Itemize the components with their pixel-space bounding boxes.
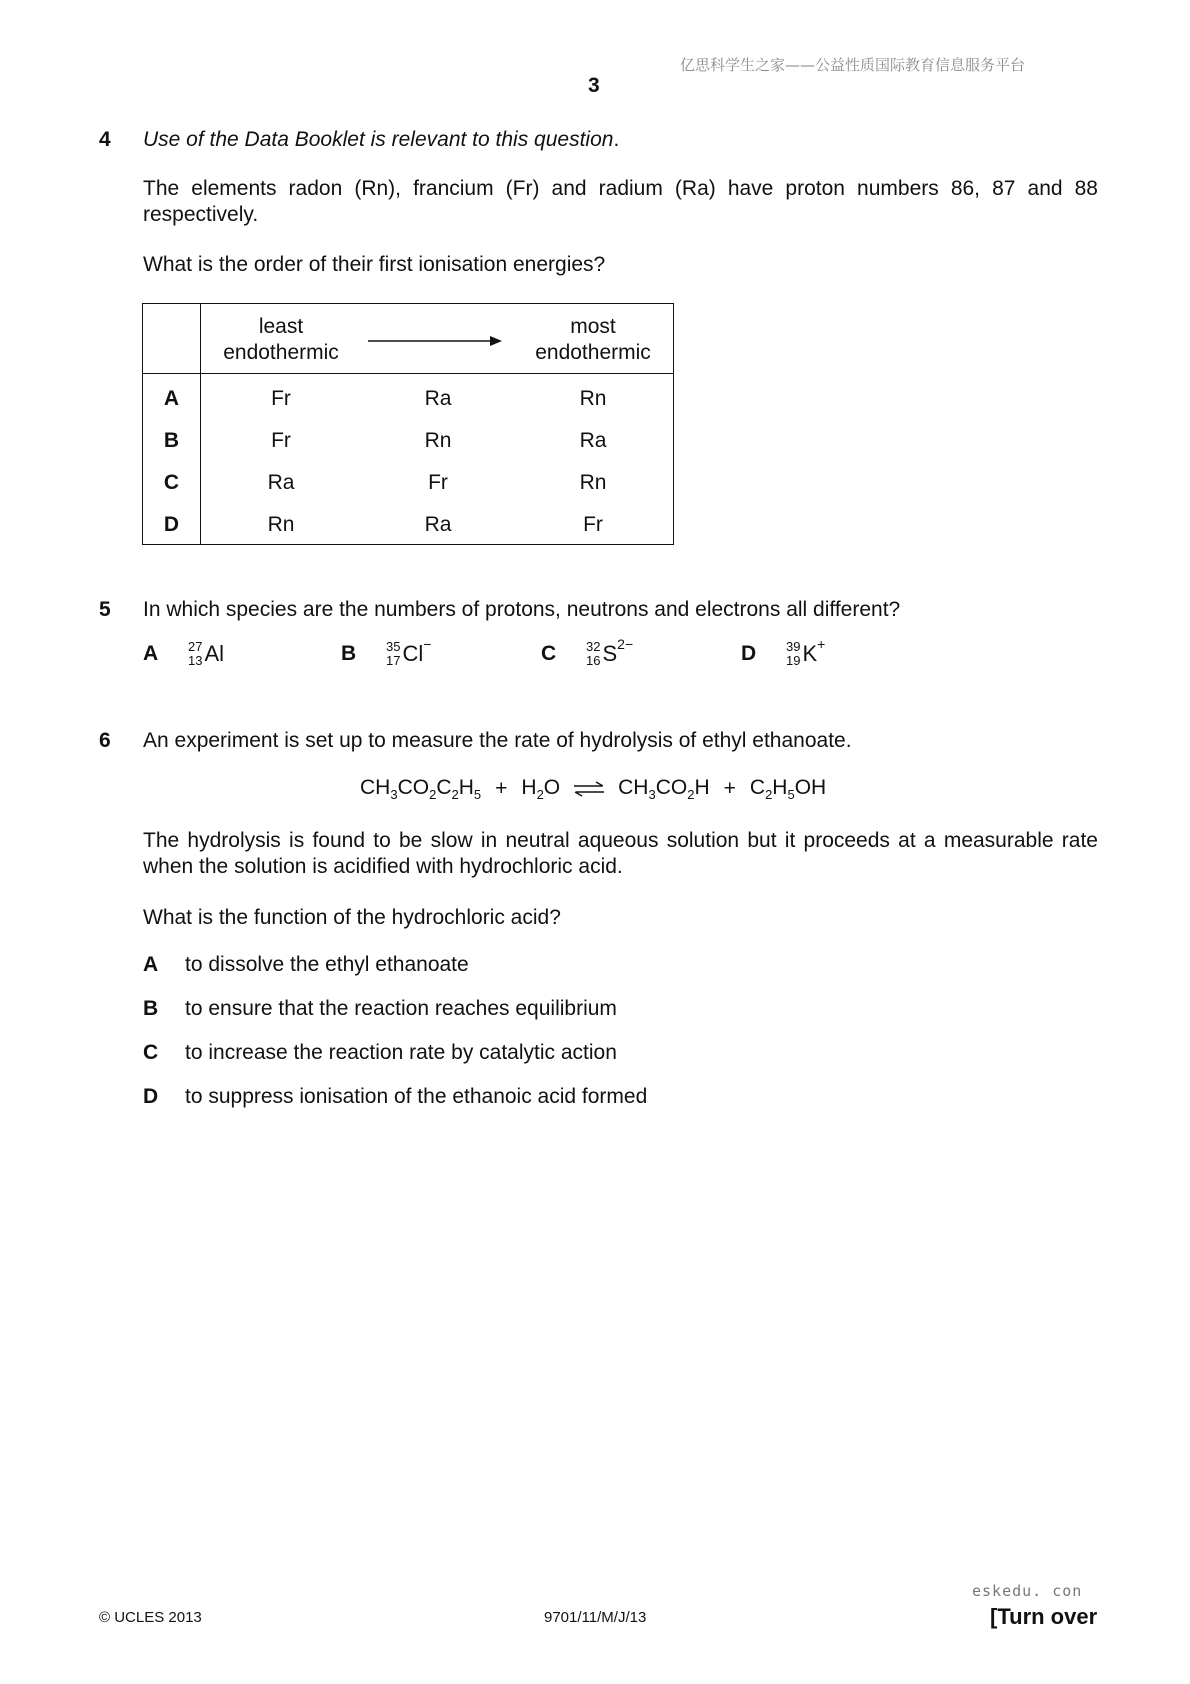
question-6-prompt: An experiment is set up to measure the rate of hydrolysis of ethyl ethanoate. bbox=[143, 729, 852, 752]
question-5-options bbox=[143, 636, 863, 674]
least-endothermic-header bbox=[201, 314, 361, 366]
option-label: B bbox=[143, 997, 159, 1020]
option-a[interactable] bbox=[143, 640, 224, 668]
option-label: B bbox=[341, 642, 357, 665]
row-cell: Rn bbox=[424, 429, 452, 452]
question-4-prompt: What is the order of their first ionisation energies? bbox=[143, 253, 606, 276]
atomic-number: 17 bbox=[386, 653, 401, 668]
option-label: A bbox=[143, 642, 159, 665]
row-cell: Rn bbox=[579, 471, 607, 494]
copyright: © UCLES 2013 bbox=[99, 1609, 202, 1626]
option-d[interactable] bbox=[741, 636, 826, 668]
option-label: D bbox=[143, 1085, 159, 1108]
option-d[interactable] bbox=[143, 1085, 647, 1109]
row-cell: Rn bbox=[267, 513, 295, 536]
row-cell: Fr bbox=[271, 387, 291, 410]
option-b[interactable] bbox=[143, 997, 617, 1021]
option-label: D bbox=[741, 642, 757, 665]
atomic-number: 16 bbox=[586, 653, 601, 668]
intro-period: . bbox=[613, 128, 620, 151]
row-cell: Ra bbox=[424, 513, 452, 536]
mass-number: 35 bbox=[386, 639, 401, 654]
atomic-number: 13 bbox=[188, 653, 203, 668]
table-row bbox=[143, 471, 673, 499]
nuclide-potassium bbox=[786, 636, 826, 668]
page-number: 3 bbox=[588, 74, 600, 97]
element-symbol: S bbox=[602, 641, 618, 666]
most-endothermic-header bbox=[513, 314, 673, 366]
row-cell: Ra bbox=[424, 387, 452, 410]
table-row bbox=[143, 513, 673, 541]
mass-number: 27 bbox=[188, 639, 203, 654]
nuclide-chloride bbox=[386, 636, 432, 668]
question-5-number: 5 bbox=[99, 598, 111, 621]
row-cell: Fr bbox=[428, 471, 448, 494]
table-row bbox=[143, 429, 673, 457]
site-watermark: eskedu. con bbox=[972, 1582, 1083, 1600]
option-b[interactable] bbox=[341, 636, 432, 668]
question-4-text: The elements radon (Rn), francium (Fr) and radium (Ra) have proton numbers 86, 87 and 88 respectively. bbox=[143, 177, 1098, 226]
nuclide-numbers bbox=[188, 640, 202, 668]
plus-sign: + bbox=[723, 777, 736, 801]
element-symbol: K bbox=[802, 641, 818, 666]
option-label: C bbox=[541, 642, 557, 665]
hydrolysis-equation bbox=[360, 776, 826, 802]
nuclide-sulfide bbox=[586, 636, 634, 668]
element-symbol: Cl bbox=[402, 641, 424, 666]
question-6-text: The hydrolysis is found to be slow in neutral aqueous solution but it proceeds at a measurable rate when the solution is acidified with hydrochloric acid. bbox=[143, 829, 1098, 878]
table-header-divider bbox=[143, 373, 673, 374]
row-label: B bbox=[163, 429, 180, 452]
option-a[interactable] bbox=[143, 953, 469, 977]
water-formula: $H_2O$ bbox=[521, 776, 561, 803]
ion-charge: − bbox=[423, 636, 432, 652]
option-text: to dissolve the ethyl ethanoate bbox=[185, 953, 469, 976]
row-cell: Fr bbox=[271, 429, 291, 452]
row-cell: Ra bbox=[579, 429, 607, 452]
mass-number: 39 bbox=[786, 639, 801, 654]
question-4-number: 4 bbox=[99, 128, 111, 151]
ethanol-formula: $C_2H_5OH$ bbox=[749, 776, 827, 803]
watermark-text: 亿思科学生之家——公益性质国际教育信息服务平台 bbox=[680, 56, 1026, 74]
arrow-right-icon bbox=[368, 334, 503, 348]
question-6-number: 6 bbox=[99, 729, 111, 752]
row-label: A bbox=[163, 387, 180, 410]
row-label: C bbox=[163, 471, 180, 494]
plus-sign: + bbox=[495, 777, 508, 801]
nuclide-aluminium bbox=[188, 640, 224, 668]
ion-charge: + bbox=[817, 636, 826, 652]
equilibrium-arrow-icon bbox=[572, 781, 606, 797]
question-5-prompt: In which species are the numbers of protons, neutrons and electrons all different? bbox=[143, 598, 901, 621]
paper-code: 9701/11/M/J/13 bbox=[544, 1609, 647, 1626]
row-cell: Fr bbox=[583, 513, 603, 536]
row-cell: Ra bbox=[267, 471, 295, 494]
ion-charge: 2− bbox=[617, 636, 634, 652]
question-6-prompt-2: What is the function of the hydrochloric acid? bbox=[143, 906, 561, 929]
row-label: D bbox=[163, 513, 180, 536]
mass-number: 32 bbox=[586, 639, 601, 654]
option-text: to suppress ionisation of the ethanoic acid formed bbox=[185, 1085, 648, 1108]
ethyl-ethanoate-formula: $CH_3CO_2C_2H_5$ bbox=[360, 776, 482, 803]
turn-over: [Turn over bbox=[990, 1604, 1098, 1629]
option-label: A bbox=[143, 953, 159, 976]
nuclide-numbers bbox=[786, 640, 800, 668]
option-label: C bbox=[143, 1041, 159, 1064]
element-symbol: Al bbox=[204, 641, 225, 666]
option-c[interactable] bbox=[541, 636, 634, 668]
ethanoic-acid-formula: $CH_3CO_2H$ bbox=[618, 776, 710, 803]
question-4-intro bbox=[143, 128, 619, 152]
option-c[interactable] bbox=[143, 1041, 617, 1065]
nuclide-numbers bbox=[386, 640, 400, 668]
row-cell: Rn bbox=[579, 387, 607, 410]
data-booklet-note: Use of the Data Booklet is relevant to this question bbox=[143, 128, 614, 151]
header-most: most bbox=[570, 315, 616, 338]
atomic-number: 19 bbox=[786, 653, 801, 668]
header-endothermic-right: endothermic bbox=[535, 341, 651, 364]
ionisation-energy-table bbox=[142, 303, 674, 545]
header-least: least bbox=[258, 315, 304, 338]
option-text: to increase the reaction rate by catalytic action bbox=[185, 1041, 617, 1064]
table-row bbox=[143, 387, 673, 415]
option-text: to ensure that the reaction reaches equilibrium bbox=[185, 997, 617, 1020]
nuclide-numbers bbox=[586, 640, 600, 668]
header-endothermic-left: endothermic bbox=[223, 341, 339, 364]
